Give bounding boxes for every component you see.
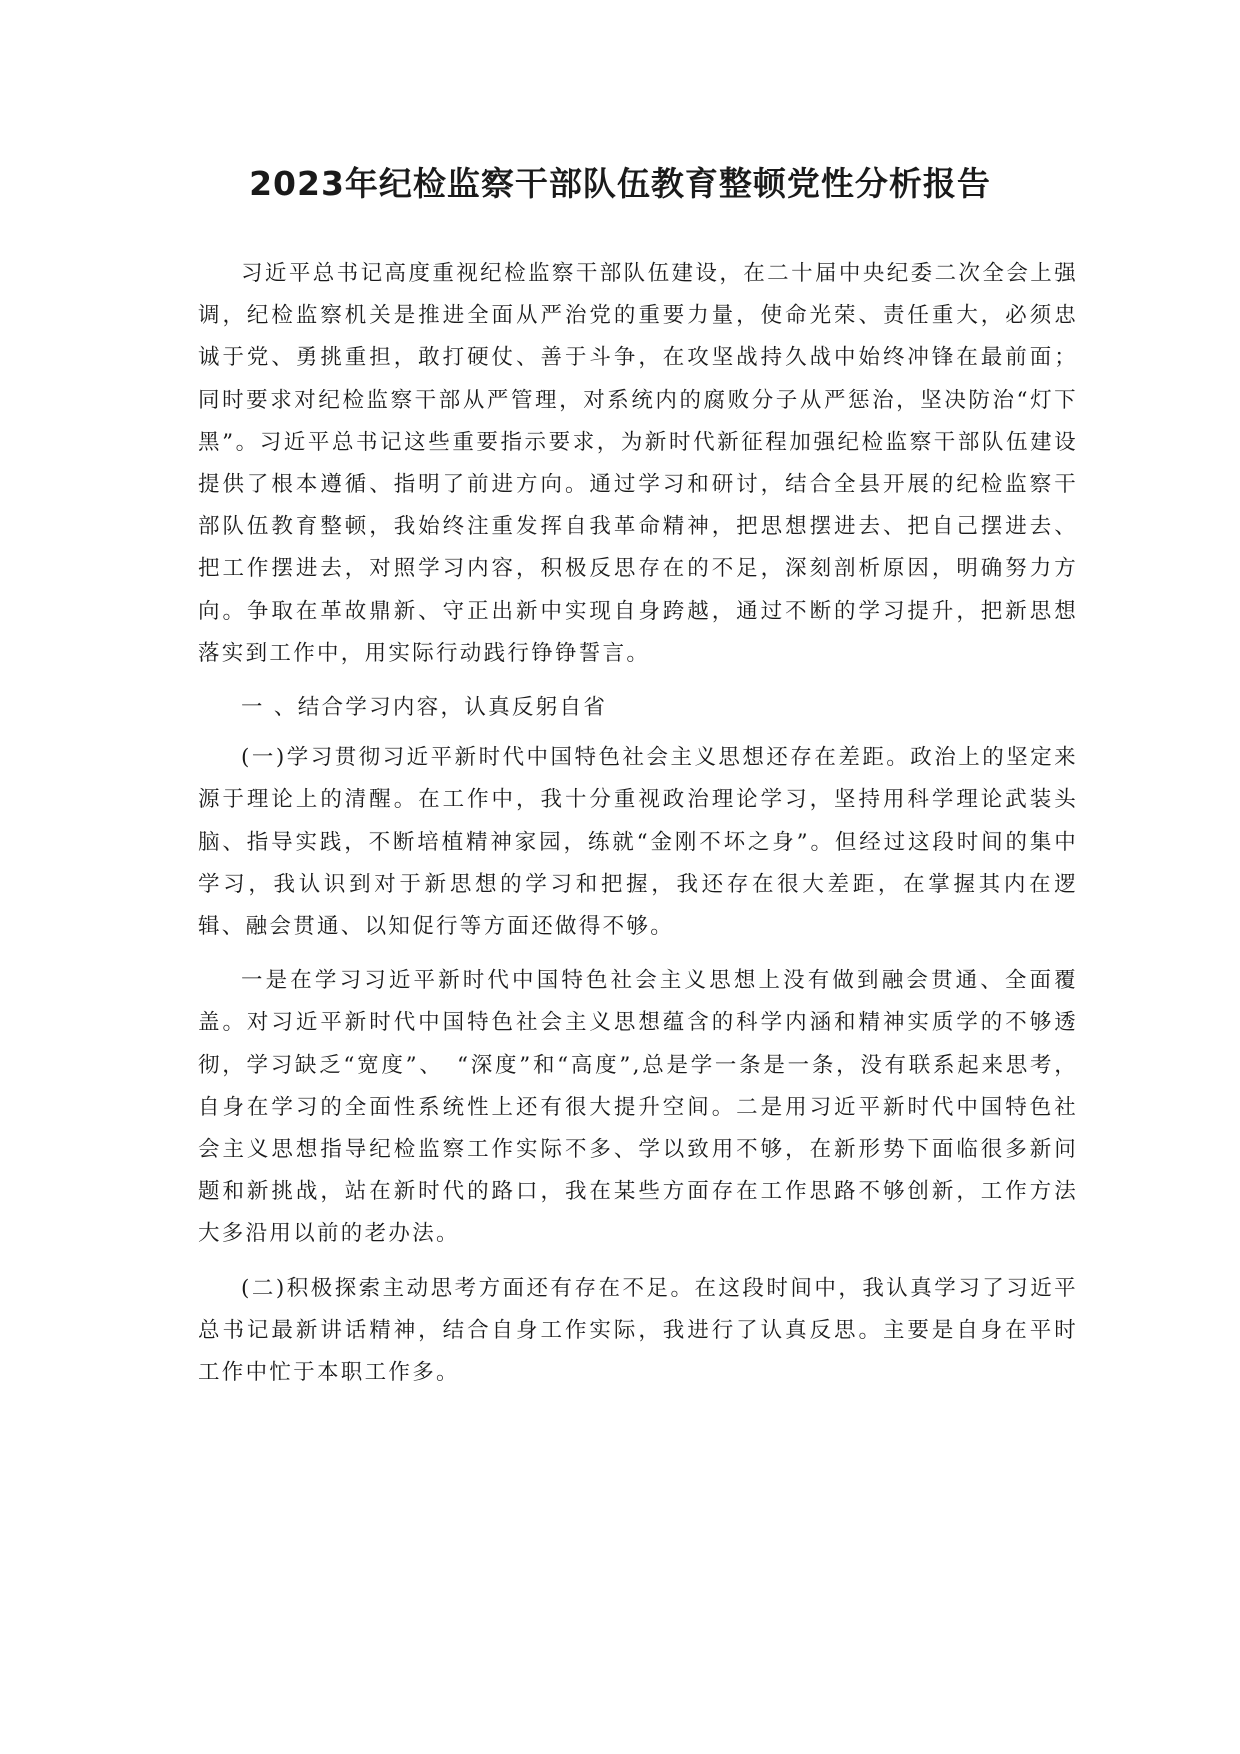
paragraph-points: 一是在学习习近平新时代中国特色社会主义思想上没有做到融会贯通、全面覆盖。对习近平新时代中国特色社会主义思想蕴含的科学内涵和精神实质学的不够透彻，学习缺乏“宽度”、 “深度”和“高度”,总是学一条是一条，没有联系起来思考，自身在学习的全面性系统性上还有很大提升空间。二是用习近平新时代中国特色社会主义思想指导纪检监察工作实际不多、学以致用不够，在新形势下面临很多新问题和新挑战，站在新时代的路口，我在某些方面存在工作思路不够创新，工作方法大多沿用以前的老办法。 xyxy=(198,968,1078,1247)
document-body xyxy=(198,253,1078,1406)
document-title: 2023年纪检监察干部队伍教育整顿党性分析报告 xyxy=(249,164,991,203)
paragraph-intro: 习近平总书记高度重视纪检监察干部队伍建设，在二十届中央纪委二次全会上强调，纪检监察机关是推进全面从严治党的重要力量，使命光荣、责任重大，必须忠诚于党、勇挑重担，敢打硬仗、善于斗争，在攻坚战持久战中始终冲锋在最前面；同时要求对纪检监察干部从严管理，对系统内的腐败分子从严惩治，坚决防治“灯下黑”。习近平总书记这些重要指示要求，为新时代新征程加强纪检监察干部队伍建设提供了根本遵循、指明了前进方向。通过学习和研讨，结合全县开展的纪检监察干部队伍教育整顿，我始终注重发挥自我革命精神，把思想摆进去、把自己摆进去、把工作摆进去，对照学习内容，积极反思存在的不足，深刻剖析原因，明确努力方向。争取在革故鼎新、守正出新中实现自身跨越，通过不断的学习提升，把新思想落实到工作中，用实际行动践行铮铮誓言。 xyxy=(198,261,1078,666)
section-heading-1: 一 、结合学习内容，认真反躬自省 xyxy=(241,695,608,721)
paragraph-subsection-1: (一)学习贯彻习近平新时代中国特色社会主义思想还存在差距。政治上的坚定来源于理论上的清醒。在工作中，我十分重视政治理论学习，坚持用科学理论武装头脑、指导实践，不断培植精神家园，练就“金刚不坏之身”。但经过这段时间的集中学习，我认识到对于新思想的学习和把握，我还存在很大差距，在掌握其内在逻辑、融会贯通、以知促行等方面还做得不够。 xyxy=(198,745,1078,940)
paragraph-subsection-2: (二)积极探索主动思考方面还有存在不足。在这段时间中，我认真学习了习近平总书记最新讲话精神，结合自身工作实际，我进行了认真反思。主要是自身在平时工作中忙于本职工作多。 xyxy=(198,1275,1078,1386)
